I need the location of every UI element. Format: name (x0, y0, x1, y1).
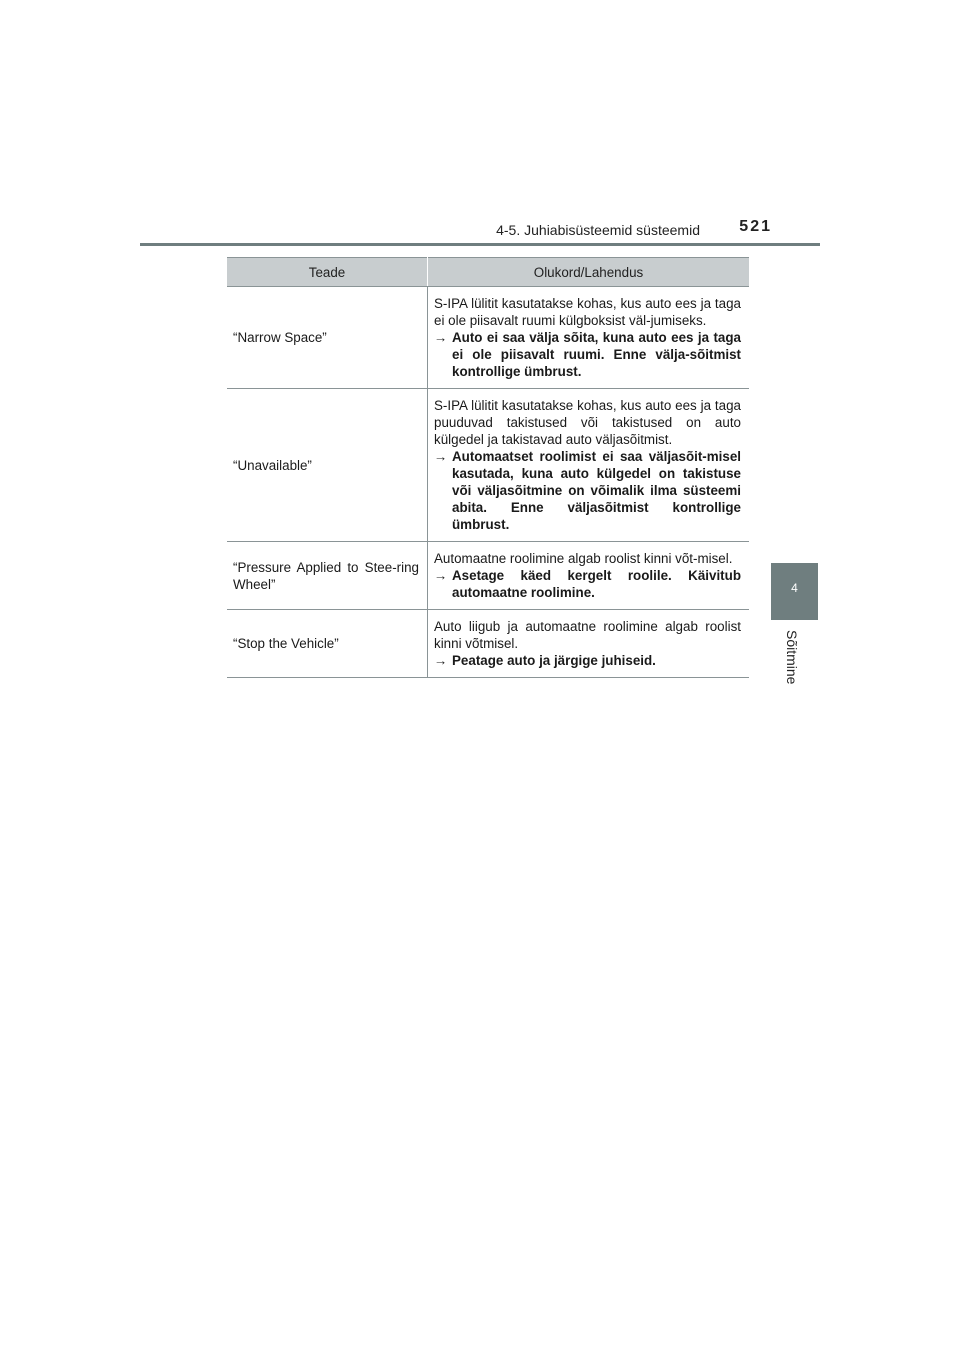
table-row (227, 287, 749, 389)
message-table (227, 257, 749, 678)
action-text (434, 652, 741, 669)
solution-cell (428, 542, 750, 610)
chapter-label: Sõitmine (784, 630, 800, 685)
message-cell: “Narrow Space” (227, 287, 428, 389)
solution-cell (428, 610, 750, 678)
page-number: 521 (739, 218, 772, 235)
column-header-solution: Olukord/Lahendus (428, 258, 750, 287)
situation-text: S-IPA lülitit kasutatakse kohas, kus auto ees ja taga ei ole piisavalt ruumi külgboksist väl-jumiseks. (434, 296, 741, 328)
situation-text: S-IPA lülitit kasutatakse kohas, kus auto ees ja taga puuduvad takistused või takistused on auto külgedel ja takistavad auto väljasõitmist. (434, 398, 741, 447)
chapter-number: 4 (791, 581, 798, 595)
message-cell: “Unavailable” (227, 389, 428, 542)
action-text (434, 329, 741, 380)
arrow-right-icon: → (434, 568, 448, 583)
arrow-right-icon: → (434, 330, 448, 345)
action-text (434, 567, 741, 601)
table-row (227, 542, 749, 610)
situation-text: Auto liigub ja automaatne roolimine algab roolist kinni võtmisel. (434, 619, 741, 651)
message-cell: “Stop the Vehicle” (227, 610, 428, 678)
action-label: Asetage käed kergelt roolile. Käivitub automaatne roolimine. (452, 568, 741, 600)
page-header (140, 216, 820, 246)
column-header-message: Teade (227, 258, 428, 287)
action-label: Peatage auto ja järgige juhiseid. (452, 653, 656, 668)
section-title: 4-5. Juhiabisüsteemid süsteemid (496, 222, 700, 238)
action-label: Auto ei saa välja sõita, kuna auto ees ja taga ei ole piisavalt ruumi. Enne välja-sõitmist kontrollige ümbrust. (452, 330, 741, 379)
chapter-tab (771, 563, 818, 620)
arrow-right-icon: → (434, 449, 448, 464)
table-row (227, 610, 749, 678)
table-row (227, 389, 749, 542)
situation-text: Automaatne roolimine algab roolist kinni võt-misel. (434, 551, 733, 566)
solution-cell (428, 389, 750, 542)
solution-cell (428, 287, 750, 389)
table-header-row (227, 258, 749, 287)
message-cell: “Pressure Applied to Stee-ring Wheel” (227, 542, 428, 610)
action-text (434, 448, 741, 533)
arrow-right-icon: → (434, 653, 448, 668)
header-divider (140, 243, 820, 246)
action-label: Automaatset roolimist ei saa väljasõit-misel kasutada, kuna auto külgedel on takistuse või väljasõitmine on võimalik ilma süsteemi abita. Enne väljasõitmist kontrollige ümbrust. (452, 449, 741, 532)
